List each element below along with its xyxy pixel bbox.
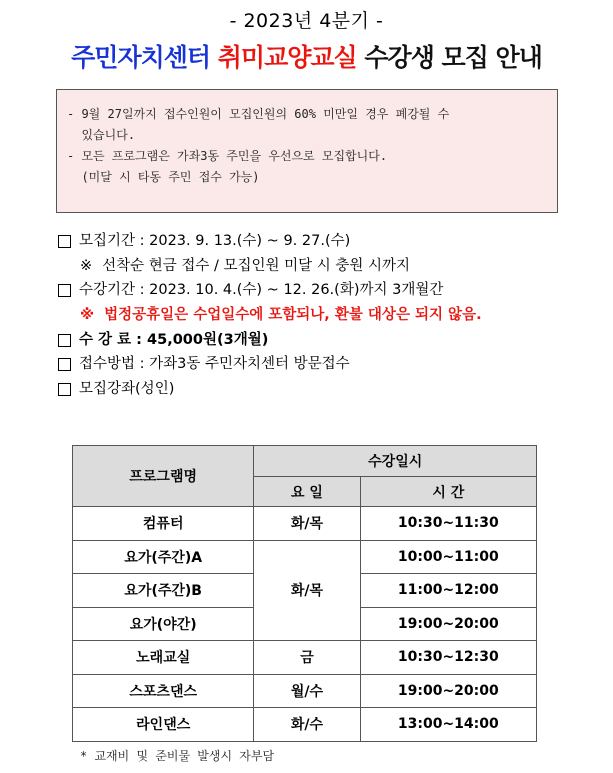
schedule-table	[72, 445, 537, 742]
notice-line: 있습니다.	[67, 128, 136, 142]
time-cell: 10:00~11:00	[360, 540, 536, 574]
info-fee	[58, 328, 598, 353]
checkbox-icon	[58, 284, 71, 297]
info-holiday-note	[58, 303, 598, 328]
checkbox-icon	[58, 383, 71, 396]
table-row	[73, 674, 537, 708]
program-cell: 요가(야간)	[73, 607, 254, 641]
checkbox-icon	[58, 334, 71, 347]
time-cell: 10:30~12:30	[360, 641, 536, 675]
notice-box	[56, 89, 558, 213]
table-header-row	[73, 446, 537, 477]
notice-line: (미달 시 타동 주민 접수 가능)	[67, 170, 260, 184]
program-cell: 라인댄스	[73, 708, 254, 742]
page-title	[0, 38, 613, 74]
program-cell: 스포츠댄스	[73, 674, 254, 708]
reference-mark-icon: ※	[80, 307, 95, 324]
day-cell: 화/목	[254, 540, 360, 641]
recruit-period-text: 모집기간 : 2023. 9. 13.(수) ~ 9. 27.(수)	[79, 233, 351, 249]
title-class-name: 취미교양교실	[217, 43, 357, 72]
time-cell: 10:30~11:30	[360, 507, 536, 541]
table-row	[73, 540, 537, 574]
notice-line: - 모든 프로그램은 가좌3동 주민을 우선으로 모집합니다.	[67, 149, 388, 163]
info-course-period	[58, 278, 598, 303]
table-row	[73, 507, 537, 541]
info-period-note	[58, 254, 598, 279]
time-cell: 11:00~12:00	[360, 574, 536, 608]
fee-text: 수 강 료 : 45,000원(3개월)	[79, 331, 269, 348]
program-cell: 요가(주간)B	[73, 574, 254, 608]
reference-mark-icon: ※	[80, 257, 93, 274]
day-cell: 화/목	[254, 507, 360, 541]
checkbox-icon	[58, 235, 71, 248]
time-cell: 19:00~20:00	[360, 674, 536, 708]
day-cell: 월/수	[254, 674, 360, 708]
program-cell: 노래교실	[73, 641, 254, 675]
header-day: 요 일	[254, 477, 360, 507]
program-cell: 요가(주간)A	[73, 540, 254, 574]
table-row	[73, 641, 537, 675]
info-recruit-period	[58, 229, 598, 254]
quarter-label: - 2023년 4분기 -	[229, 10, 384, 32]
subjects-text: 모집강좌(성인)	[79, 381, 175, 398]
notice-line: - 9월 27일까지 접수인원이 모집인원의 60% 미만일 경우 폐강될 수	[67, 107, 450, 121]
time-cell: 19:00~20:00	[360, 607, 536, 641]
title-recruit-text: 수강생 모집 안내	[364, 43, 542, 72]
time-cell: 13:00~14:00	[360, 708, 536, 742]
period-note-text: 선착순 현금 접수 / 모집인원 미달 시 충원 시까지	[102, 257, 411, 274]
info-list	[58, 229, 598, 402]
method-text: 접수방법 : 가좌3동 주민자치센터 방문접수	[79, 356, 350, 373]
table-row	[73, 708, 537, 742]
info-method	[58, 352, 598, 377]
holiday-note-text: 법정공휴일은 수업일수에 포함되나, 환불 대상은 되지 않음.	[104, 307, 482, 324]
course-period-text: 수강기간 : 2023. 10. 4.(수) ~ 12. 26.(화)까지 3개월간	[79, 282, 444, 299]
header-time: 시 간	[360, 477, 536, 507]
info-subjects	[58, 377, 598, 402]
header-program: 프로그램명	[73, 446, 254, 507]
header-schedule: 수강일시	[254, 446, 537, 477]
title-center-name: 주민자치센터	[71, 43, 211, 72]
day-cell: 화/수	[254, 708, 360, 742]
checkbox-icon	[58, 358, 71, 371]
day-cell: 금	[254, 641, 360, 675]
program-cell: 컴퓨터	[73, 507, 254, 541]
footnote: * 교재비 및 준비물 발생시 자부담	[80, 749, 275, 763]
